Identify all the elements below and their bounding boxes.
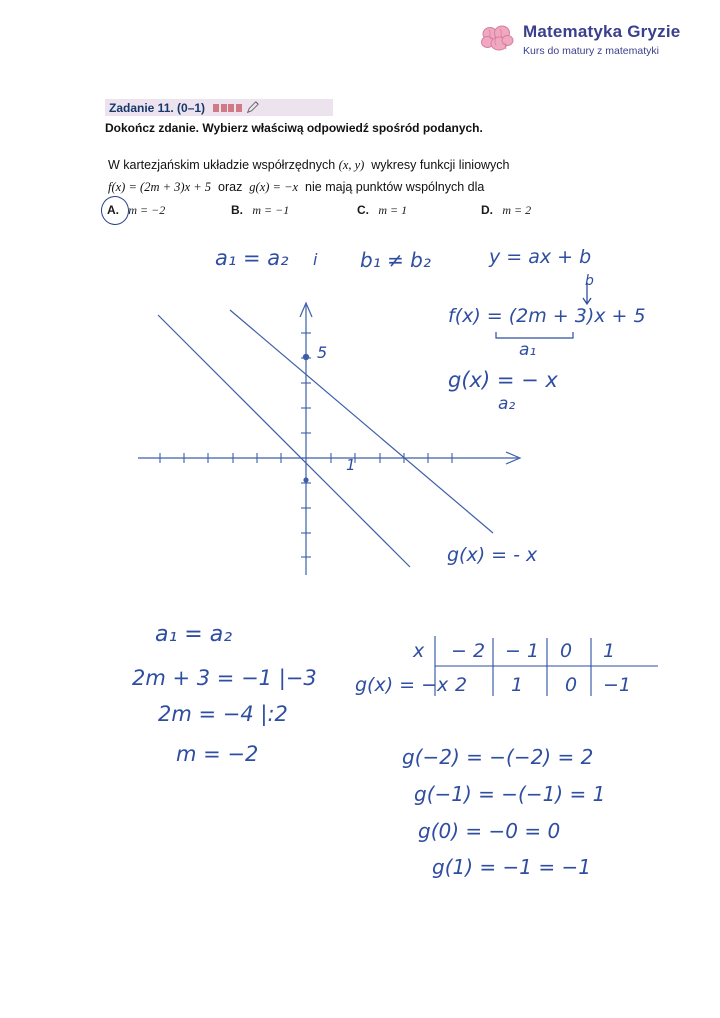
handwritten-g-expanded: g(x) = − x [448, 368, 558, 392]
answer-d-value: m = 2 [502, 203, 532, 217]
table-grid-lines [395, 636, 665, 702]
evaluation-line-4: g(1) = −1 = −1 [432, 855, 591, 879]
task-header-label: Zadanie 11. (0–1) [109, 100, 206, 115]
function-g-definition: g(x) = −x [249, 179, 299, 194]
answer-option-c[interactable] [357, 203, 407, 218]
coordinate-graph [110, 295, 530, 585]
evaluation-line-1: g(−2) = −(−2) = 2 [402, 745, 594, 769]
task-body-vars: (x, y) [338, 158, 365, 172]
point-below-origin [303, 477, 308, 482]
line-g [230, 310, 493, 533]
answer-c-value: m = 1 [378, 203, 408, 217]
point-0-5 [303, 354, 309, 360]
handwritten-a2-label: a₂ [498, 394, 516, 414]
graph-label-g-function: g(x) = - x [447, 544, 538, 566]
brand-subtitle: Kurs do matury z matematyki [523, 44, 659, 57]
answer-options [105, 203, 575, 227]
handwritten-f-expanded: f(x) = (2m + 3)x + 5 [448, 305, 646, 327]
table-header-x: x [413, 640, 425, 662]
pencil-icon [246, 101, 259, 114]
solution-line-3: 2m = −4 |:2 [158, 702, 288, 726]
handwritten-b-label: b [585, 273, 594, 289]
table-g-value-0: 2 [455, 674, 468, 696]
function-f-definition: f(x) = (2m + 3)x + 5 [108, 179, 212, 194]
task-body-line1-pre: W kartezjańskim układzie współrzędnych [108, 158, 336, 172]
handwritten-a1-label: a₁ [519, 340, 537, 360]
brain-icon [480, 24, 514, 54]
graph-label-five: 5 [317, 343, 328, 362]
answer-c-label: C. [357, 203, 369, 217]
graph-label-one: 1 [346, 456, 356, 474]
table-g-value-3: −1 [603, 674, 632, 696]
handwritten-conjunction: i [313, 250, 318, 269]
task-body-conjunction: oraz [218, 179, 243, 194]
solution-line-2: 2m + 3 = −1 |−3 [132, 666, 317, 690]
brand-header [480, 22, 680, 57]
handwritten-condition-a1-a2: a₁ = a₂ [215, 246, 289, 270]
evaluation-line-2: g(−1) = −(−1) = 1 [414, 782, 606, 806]
table-x-value-0: − 2 [451, 640, 486, 662]
line-f [158, 315, 410, 567]
answer-d-label: D. [481, 203, 493, 217]
table-g-value-2: 0 [565, 674, 578, 696]
table-g-value-1: 1 [511, 674, 524, 696]
answer-option-d[interactable] [481, 203, 531, 218]
answer-b-label: B. [231, 203, 243, 217]
task-body-line-2 [108, 177, 510, 199]
solution-line-4: m = −2 [176, 742, 259, 766]
answer-b-value: m = −1 [252, 203, 290, 217]
selected-answer-circle-icon [100, 195, 131, 227]
task-header-bar [105, 99, 333, 116]
table-x-value-2: 0 [560, 640, 573, 662]
answer-a-label: A. [107, 203, 119, 217]
task-body [108, 155, 510, 199]
table-x-value-1: − 1 [505, 640, 540, 662]
answer-option-a[interactable] [107, 203, 165, 218]
answer-a-value: m = −2 [128, 203, 166, 217]
task-body-line1-post: wykresy funkcji liniowych [371, 158, 510, 172]
task-instruction: Dokończ zdanie. Wybierz właściwą odpowiedź spośród podanych. [105, 121, 483, 135]
brand-title: Matematyka Gryzie [523, 22, 681, 41]
handwritten-general-linear-form: y = ax + b [489, 246, 592, 268]
evaluation-line-3: g(0) = −0 = 0 [418, 819, 561, 843]
table-row-label: g(x) = −x [355, 674, 449, 696]
value-table [355, 640, 665, 704]
solution-line-1: a₁ = a₂ [155, 622, 233, 647]
task-body-line-1 [108, 155, 510, 177]
handwritten-condition-b1-b2: b₁ ≠ b₂ [360, 248, 431, 272]
table-x-value-3: 1 [603, 640, 616, 662]
answer-option-b[interactable] [231, 203, 289, 218]
score-boxes-icon [213, 104, 242, 112]
task-body-line2-post: nie mają punktów wspólnych dla [305, 179, 485, 194]
